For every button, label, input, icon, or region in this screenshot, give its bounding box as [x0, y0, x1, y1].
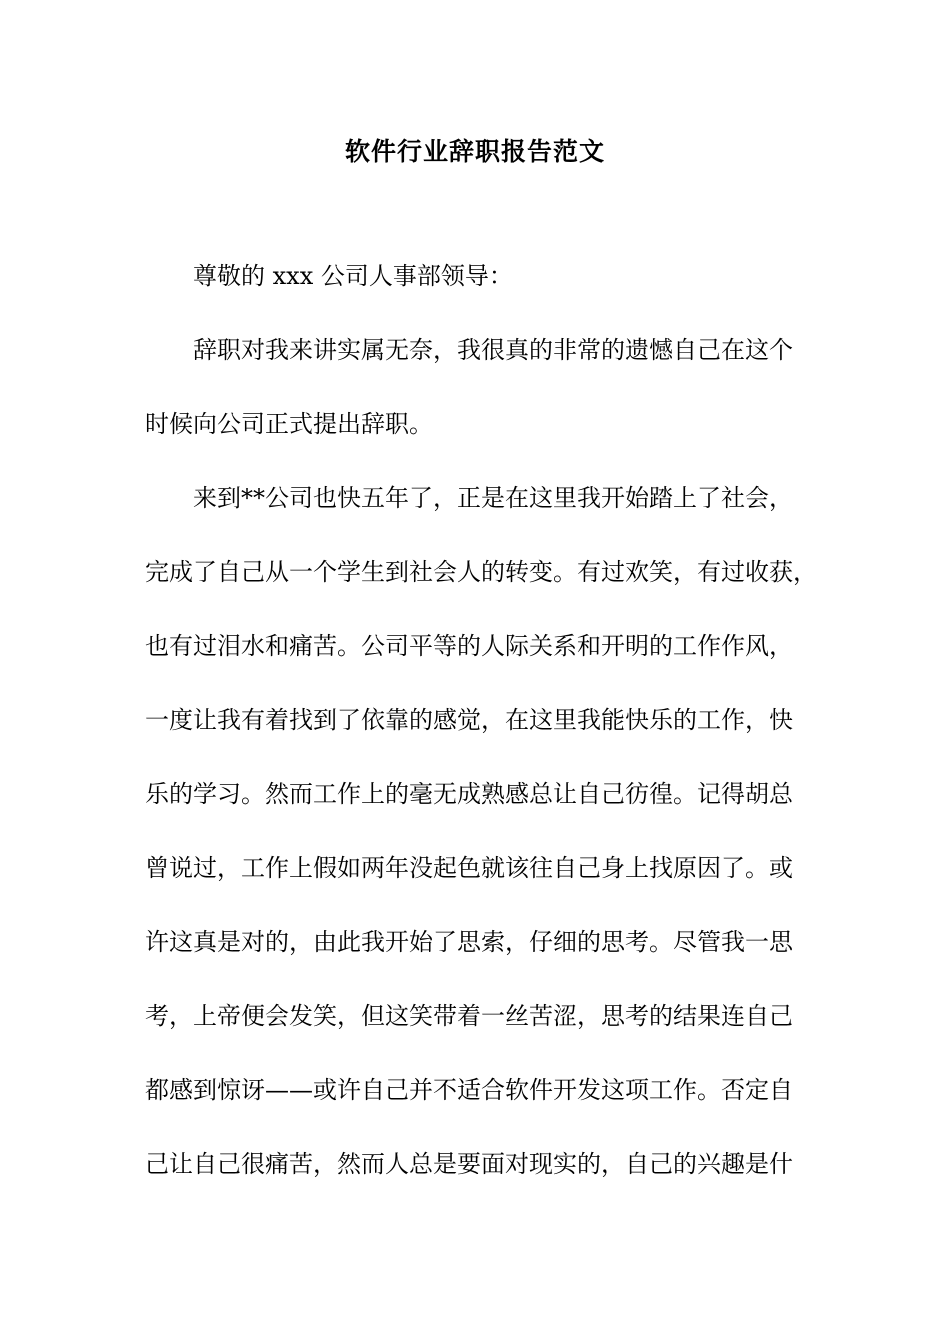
body-line: 完成了自己从一个学生到社会人的转变。有过欢笑，有过收获，	[145, 558, 817, 586]
body-line: 来到**公司也快五年了，正是在这里我开始踏上了社会，	[193, 484, 793, 512]
body-line: 时候向公司正式提出辞职。	[145, 410, 433, 438]
body-line: 考，上帝便会发笑，但这笑带着一丝苦涩，思考的结果连自己	[145, 1002, 793, 1030]
body-line: 辞职对我来讲实属无奈，我很真的非常的遗憾自己在这个	[193, 336, 793, 364]
body-line: 一度让我有着找到了依靠的感觉，在这里我能快乐的工作，快	[145, 706, 793, 734]
document-title: 软件行业辞职报告范文	[344, 137, 605, 166]
body-line: 也有过泪水和痛苦。公司平等的人际关系和开明的工作作风，	[145, 632, 793, 660]
body-line: 许这真是对的，由此我开始了思索，仔细的思考。尽管我一思	[145, 928, 793, 956]
body-line: 曾说过，工作上假如两年没起色就该往自己身上找原因了。或	[145, 854, 793, 882]
body-line: 都感到惊讶——或许自己并不适合软件开发这项工作。否定自	[145, 1076, 793, 1104]
body-line: 乐的学习。然而工作上的毫无成熟感总让自己彷徨。记得胡总	[145, 780, 793, 808]
salutation-line: 尊敬的 xxx 公司人事部领导：	[193, 262, 513, 290]
body-line: 己让自己很痛苦，然而人总是要面对现实的，自己的兴趣是什	[145, 1150, 793, 1178]
